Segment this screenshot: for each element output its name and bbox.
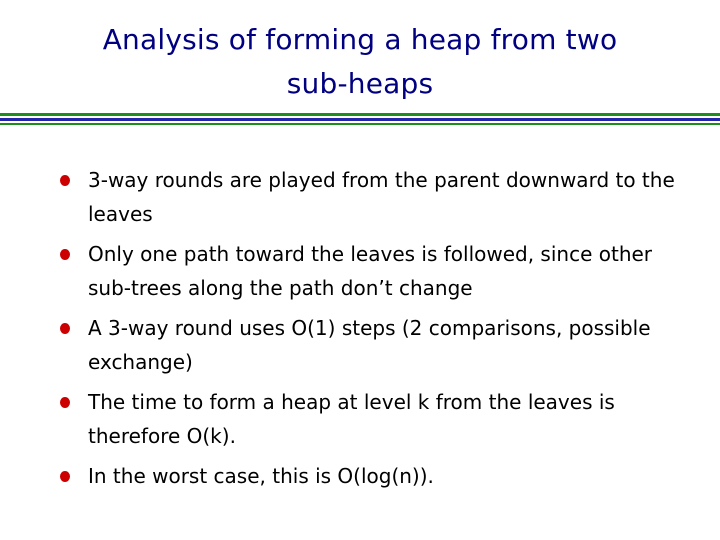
title-rule-green-bottom bbox=[0, 123, 720, 125]
bullet-dot-icon bbox=[60, 175, 70, 186]
bullet-item bbox=[0, 237, 720, 305]
bullet-dot-icon bbox=[60, 323, 70, 334]
bullet-item bbox=[0, 459, 720, 493]
title-line-1: Analysis of forming a heap from two bbox=[102, 23, 618, 56]
bullet-text: 3-way rounds are played from the parent downward to the leaves bbox=[88, 168, 675, 226]
bullet-dot-icon bbox=[60, 397, 70, 408]
title-rule-blue bbox=[0, 118, 720, 121]
bullet-item bbox=[0, 385, 720, 453]
bullet-dot-icon bbox=[60, 249, 70, 260]
title-rule-green-top bbox=[0, 113, 720, 116]
title-line-2: sub-heaps bbox=[286, 67, 434, 100]
bullet-text: The time to form a heap at level k from the leaves is therefore O(k). bbox=[88, 390, 615, 448]
bullet-item bbox=[0, 311, 720, 379]
bullet-text: In the worst case, this is O(log(n)). bbox=[88, 464, 434, 488]
bullet-list bbox=[0, 163, 720, 499]
bullet-text: Only one path toward the leaves is followed, since other sub-trees along the path don’t change bbox=[88, 242, 653, 300]
bullet-text: A 3-way round uses O(1) steps (2 comparisons, possible exchange) bbox=[88, 316, 651, 374]
slide-title bbox=[0, 18, 720, 106]
bullet-dot-icon bbox=[60, 471, 70, 482]
bullet-item bbox=[0, 163, 720, 231]
